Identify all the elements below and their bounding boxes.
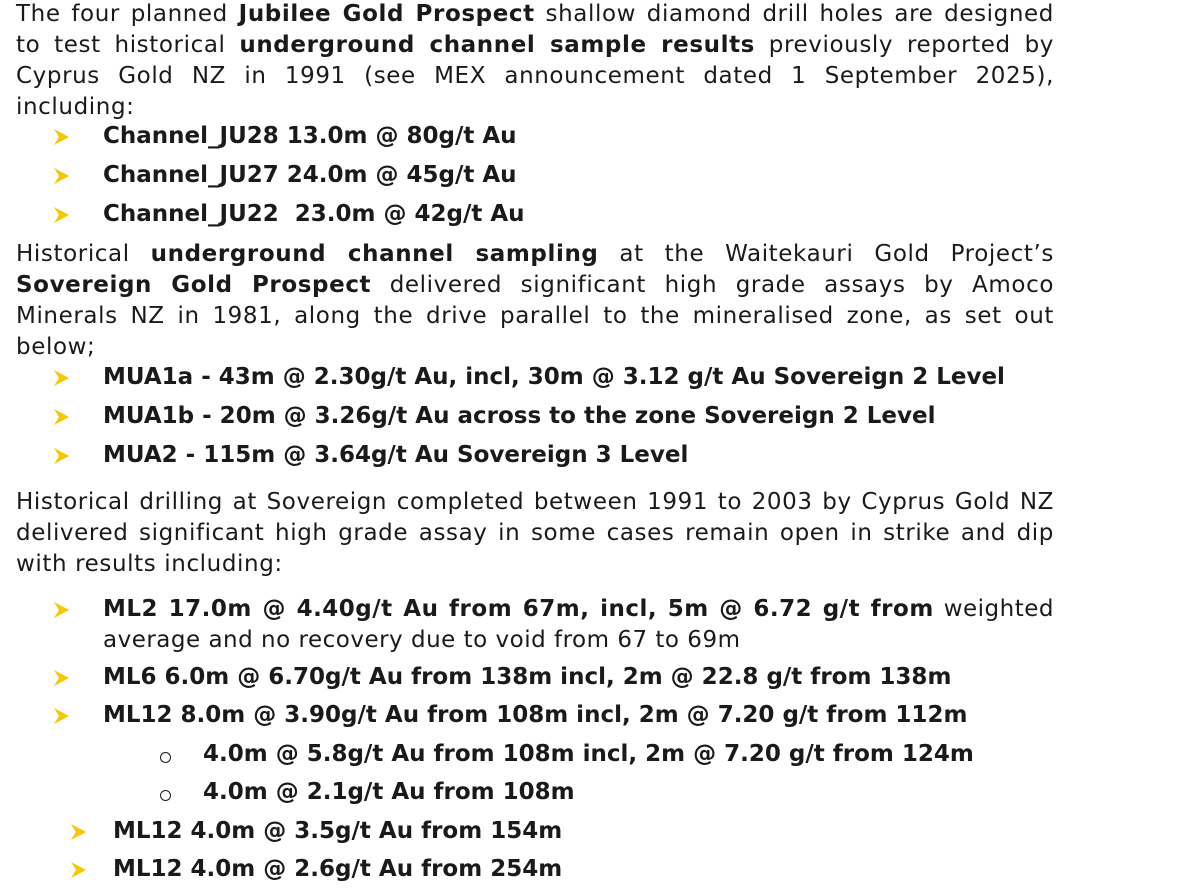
arrow-bullet-icon bbox=[53, 408, 70, 426]
arrow-bullet-icon bbox=[53, 206, 70, 224]
arrow-bullet-icon bbox=[70, 861, 87, 879]
intro-paragraph: The four planned Jubilee Gold Prospect shallow diamond drill holes are designed to test historical underground channel sample results previously reported by Cyprus Gold NZ in 1991 (see MEX announcement dated 1 September 2025), including: bbox=[16, 1, 1055, 120]
arrow-bullet-icon bbox=[53, 669, 70, 687]
channel-sampling-paragraph: Historical underground channel sampling at the Waitekauri Gold Project’s Sovereign Gold Prospect delivered significant high grade assays by Amoco Minerals NZ in 1981, along the drive parallel to the mineralised zone, as set out below; bbox=[16, 241, 1054, 360]
arrow-bullet-icon bbox=[70, 823, 87, 841]
arrow-bullet-icon bbox=[53, 167, 70, 185]
arrow-bullet-icon bbox=[53, 707, 70, 725]
ml2-result: ML2 17.0m @ 4.40g/t Au from 67m, incl, 5m @ 6.72 g/t from weighted average and no recovery due to void from 67 to 69m bbox=[103, 596, 1054, 653]
arrow-bullet-icon bbox=[53, 128, 70, 146]
circle-bullet-icon bbox=[160, 790, 171, 801]
arrow-bullet-icon bbox=[53, 601, 70, 619]
document-page: The four planned Jubilee Gold Prospect shallow diamond drill holes are designed to test historical underground channel sample results previously reported by Cyprus Gold NZ in 1991 (see MEX announcement dated 1 September 2025), including: Channel_JU28 13.0m @ 80g/t Au Channel_JU27 24.0m @ 45g/t Au Channel_JU22 23.0m @ 42g/t Au Historical underground channel sampling at the Waitekauri Gold Project’s Sovereign Gold Prospect delivered significant high grade assays by Amoco Minerals NZ in 1981, along the drive parallel to the mineralised zone, as set out below; MUA1a - 43m @ 2.30g/t Au, incl, 30m @ 3.12 g/t Au Sovereign 2 Level MUA1b - 20m @ 3.26g/t Au across to the zone Sovereign 2 Level MUA2 - 115m @ 3.64g/t Au Sovereign 3 Level Historical drilling at Sovereign completed between 1991 to 2003 by Cyprus Gold NZ delivered significant high grade assay in some cases remain open in strike and dip with results including: ML2 17.0m @ 4.40g/t Au from 67m, incl, 5m @ 6.72 g/t from weighted average and no recovery due to void from 67 to 69m ML6 6.0m @ 6.70g/t Au from 138m incl, 2m @ 22.8 g/t from 138m ML12 8.0m @ 3.90g/t Au from 108m incl, 2m @ 7.20 g/t from 112m 4.0m @ 5.8g/t Au from 108m incl, 2m @ 7.20 g/t from 124m 4.0m @ 2.1g/t Au from 108m ML12 4.0m @ 3.5g/t Au from 154m ML12 4.0m @ 2.6g/t Au from 254m bbox=[16, 1, 1055, 882]
circle-bullet-icon bbox=[160, 752, 171, 763]
drilling-paragraph: Historical drilling at Sovereign completed between 1991 to 2003 by Cyprus Gold NZ delivered significant high grade assay in some cases remain open in strike and dip with results including: bbox=[16, 489, 1054, 577]
arrow-bullet-icon bbox=[53, 447, 70, 465]
arrow-bullet-icon bbox=[53, 369, 70, 387]
